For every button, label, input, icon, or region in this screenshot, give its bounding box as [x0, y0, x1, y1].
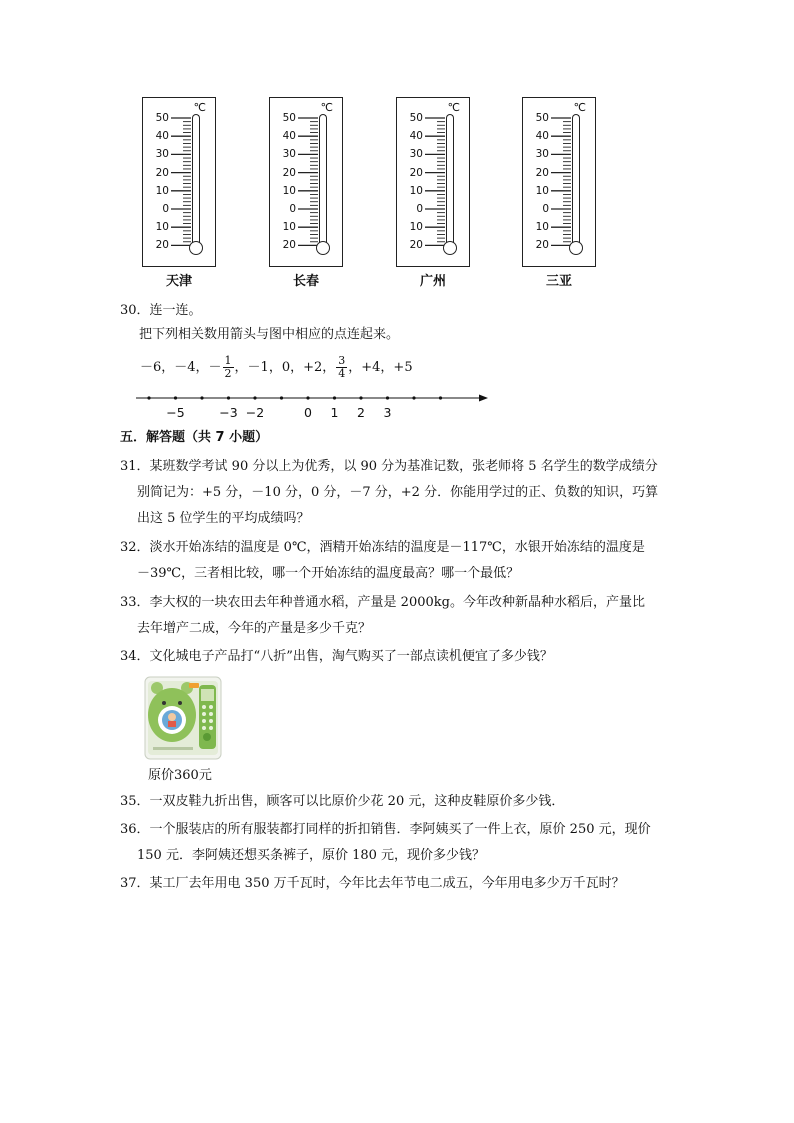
thermometer-scale-label: 30: [535, 148, 549, 161]
thermometer-changchun: [269, 97, 343, 267]
celsius-unit-label: ℃: [320, 101, 333, 114]
thermometer-scale-label: 20: [282, 166, 296, 179]
number-line-point[interactable]: [200, 396, 203, 399]
thermometer-bulb: [569, 241, 583, 255]
number-line-label: 3: [383, 405, 392, 420]
thermometer-scale-label: 0: [289, 203, 296, 215]
q36-line1: 36．一个服装店的所有服装都打同样的折扣销售．李阿姨买了一件上衣，原价 250 元，现价: [120, 822, 651, 837]
fraction-denominator: 4: [338, 367, 346, 380]
number-line-point[interactable]: [174, 396, 177, 399]
thermometer-scale-label: 0: [416, 203, 423, 215]
q31-line3: 出这 5 位学生的平均成绩吗？: [137, 511, 310, 526]
thermometer-scale-label: 0: [542, 203, 549, 215]
thermometer-bulb: [443, 241, 457, 255]
celsius-unit-label: ℃: [573, 101, 586, 114]
number-line-label: 1: [330, 405, 339, 420]
thermometer-tube: [192, 114, 200, 248]
thermometer-tianjin: [142, 97, 216, 267]
thermometer-guangzhou: [396, 97, 470, 267]
celsius-unit-label: ℃: [447, 101, 460, 114]
q30-numbers-part2: ，－1，0，+2，: [234, 360, 336, 375]
q35-line1: 35．一双皮鞋九折出售，顾客可以比原价少花 20 元，这种皮鞋原价多少钱．: [120, 794, 565, 809]
q37-line1: 37．某工厂去年用电 350 万千瓦时，今年比去年节电二成五，今年用电多少万千瓦时？: [120, 876, 625, 891]
thermometer-scale-label: 40: [155, 130, 169, 143]
thermometer-scale-label: 40: [535, 130, 549, 143]
thermometer-scale-label: 10: [282, 221, 296, 234]
city-label-tianjin: 天津: [165, 274, 192, 289]
q34-line1: 34．文化城电子产品打“八折”出售，淘气购买了一部点读机便宜了多少钱？: [120, 649, 553, 664]
thermometer-sanya: [522, 97, 596, 267]
fraction-numerator: 1: [224, 354, 232, 367]
number-line-point[interactable]: [359, 396, 362, 399]
thermometer-scale-label: 20: [409, 166, 423, 179]
q30-title: 30．连一连。: [120, 303, 202, 318]
thermometer-scale-label: 50: [282, 112, 296, 124]
q33-line1: 33．李大权的一块农田去年种普通水稻，产量是 2000kg。今年改种新晶种水稻后，产量比: [120, 595, 645, 610]
fraction-numerator: 3: [338, 354, 346, 367]
thermometer-scale-label: 30: [409, 148, 423, 161]
number-line-point[interactable]: [147, 396, 150, 399]
thermometer-scale-label: 20: [409, 239, 423, 252]
thermometer-scale-label: 20: [282, 239, 296, 252]
thermometer-scale-label: 10: [409, 221, 423, 234]
number-line-point[interactable]: [333, 396, 336, 399]
q30-numbers-part1: －6，－4，－: [140, 360, 222, 375]
number-line-label: −5: [166, 405, 185, 420]
number-line-point[interactable]: [280, 396, 283, 399]
thermometer-scale-label: 50: [155, 112, 169, 124]
thermometer-scale-label: 30: [155, 148, 169, 161]
thermometer-scale-label: 10: [535, 221, 549, 234]
fraction-three-quarters: [336, 355, 347, 380]
thermometer-scale-label: 50: [535, 112, 549, 124]
celsius-unit-label: ℃: [193, 101, 206, 114]
thermometer-tube: [572, 114, 580, 248]
fraction-one-half: [223, 355, 234, 380]
thermometer-scale-label: 20: [155, 239, 169, 252]
q33-line2: 去年增产二成，今年的产量是多少千克？: [137, 621, 372, 636]
reading-device-image: [143, 675, 223, 761]
thermometer-scale-label: 50: [409, 112, 423, 124]
number-line-label: 2: [357, 405, 365, 420]
thermometer-bulb: [316, 241, 330, 255]
thermometer-scale-label: 20: [155, 166, 169, 179]
thermometer-scale-label: 40: [282, 130, 296, 143]
number-line-point[interactable]: [412, 396, 415, 399]
thermometer-scale-label: 0: [162, 203, 169, 215]
number-line-point[interactable]: [386, 396, 389, 399]
thermometer-scale-label: 40: [409, 130, 423, 143]
thermometer-scale-label: 20: [535, 239, 549, 252]
thermometer-tube: [446, 114, 454, 248]
q31-line2: 别简记为：+5 分，－10 分，0 分，－7 分，+2 分．你能用学过的正、负数的知识，巧算: [137, 485, 659, 500]
city-label-guangzhou: 广州: [419, 274, 446, 289]
thermometer-tube: [319, 114, 327, 248]
number-line-label: −2: [245, 405, 265, 420]
number-line-point[interactable]: [306, 396, 309, 399]
thermometer-scale-label: 10: [155, 184, 169, 197]
thermometer-scale-label: 10: [282, 184, 296, 197]
number-line-label: 0: [304, 405, 312, 420]
city-label-sanya: 三亚: [545, 274, 572, 289]
thermometer-scale-label: 10: [155, 221, 169, 234]
q34-price-caption: 原价360元: [148, 768, 212, 783]
thermometer-bulb: [189, 241, 203, 255]
q32-line1: 32．淡水开始冻结的温度是 0℃，酒精开始冻结的温度是－117℃，水银开始冻结的温度是: [120, 540, 645, 555]
q30-numbers-part3: ，+4，+5: [348, 360, 413, 375]
fraction-denominator: 2: [224, 367, 232, 380]
number-line-point[interactable]: [227, 396, 230, 399]
city-label-changchun: 长春: [292, 274, 319, 289]
number-line-label: −3: [219, 405, 238, 420]
thermometer-scale-label: 10: [409, 184, 423, 197]
thermometer-scale-label: 30: [282, 148, 296, 161]
thermometer-scale-label: 10: [535, 184, 549, 197]
q30-instruction: 把下列相关数用箭头与图中相应的点连起来。: [139, 327, 400, 342]
thermometer-scale-label: 20: [535, 166, 549, 179]
number-line-point[interactable]: [253, 396, 256, 399]
section-5-title: 五．解答题（共 7 小题）: [120, 430, 269, 445]
q36-line2: 150 元．李阿姨还想买条裤子，原价 180 元，现价多少钱？: [137, 848, 486, 863]
number-line: [136, 388, 496, 424]
q32-line2: －39℃，三者相比较，哪一个开始冻结的温度最高？哪一个最低？: [137, 566, 520, 581]
number-line-point[interactable]: [439, 396, 442, 399]
q31-line1: 31．某班数学考试 90 分以上为优秀，以 90 分为基准记数，张老师将 5 名学生的数学成绩分: [120, 459, 658, 474]
q30-numbers: [140, 351, 413, 385]
